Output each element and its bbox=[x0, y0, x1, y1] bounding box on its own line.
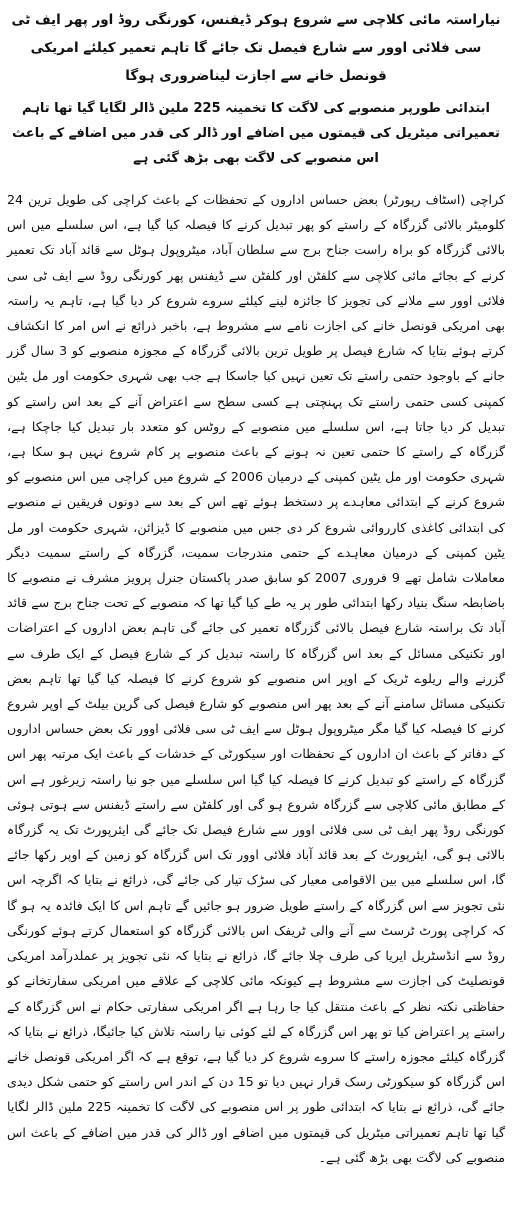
subheadline: ابتدائی طورپر منصوبے کی لاگت کا تخمینہ 225 ملین ڈالر لگایا گیا تھا تاہم تعمیراتی میٹریل کی قیمتوں میں اضافے اور ڈالر کی قدر میں اضافے کے باعث اس منصوبے کی لاگت بھی بڑھ گئی ہے bbox=[12, 101, 500, 166]
article-body: کراچی (اسٹاف رپورٹر) بعض حساس اداروں کے تحفظات کے باعث کراچی کی طویل ترین 24 کلومیٹر بالائی گزرگاہ کے راستے کو پھر تبدیل کرنے کا فیصلہ کیا گیا ہے، اس سلسلے میں اس بالائی گزرگاہ کو براہ راست جناح برج سے سلطان آباد، میٹروپول ہوٹل سے قائد آباد تک تعمیر کرنے کے بجائے مائی کلاچی سے کلفٹن اور کلفٹن سے ڈیفنس پھر کورنگی روڈ سے ایف ٹی سی فلائی اوور سے ملانے کی تجویز کا جائزہ لینے کیلئے سروے شروع کر دیا گیا ہے، تاہم یہ راستہ بھی امریکی قونصل خانے کی اجازت نامے سے مشروط ہے، باخبر ذرائع نے اس امر کا انکشاف کرتے ہوئے بتایا کہ شارع فیصل پر طویل ترین بالائی گزرگاہ کے مجوزہ منصوبے کو 3 سال گزر جانے کے باوجود حتمی راستے تک تعین نہیں کیا جاسکا ہے جب بھی شہری حکومت اور مل یٹین کمپنی کسی حتمی راستے تک پہنچتی ہے کسی سطح سے اعتراض آنے کے بعد اس راستے کو تبدیل کر دیا جاتا ہے، اس سلسلے میں منصوبے کے روٹس کو متعدد بار تبدیل کیا جاچکا ہے، گزرگاہ کے راستے کا حتمی تعین نہ ہونے کے باعث منصوبے پر کام شروع نہیں ہو سکا ہے، شہری حکومت اور مل یٹین کمپنی کے درمیان 2006 کے شروع میں کراچی میں اس منصوبے کو شروع کرنے کے ابتدائی معاہدے پر دستخط ہوئے تھے اس کے بعد سے دونوں فریقین نے منصوبے کی ابتدائی کاغذی کارروائی شروع کر دی جس میں منصوبے کا ڈیزائن، شہری حکومت اور مل یٹین کمپنی کے درمیان معاہدے کے حتمی مندرجات سمیت، گزرگاہ کے راستے سمیت دیگر معاملات شامل تھے 9 فروری 2007 کو سابق صدر پاکستان جنرل پرویز مشرف نے منصوبے کا باضابطہ سنگ بنیاد رکھا ابتدائی طور پر یہ طے کیا گیا تھا کہ منصوبے کے تحت جناح برج سے قائد آباد تک براستہ شارع فیصل بالائی گزرگاہ تعمیر کی جائے گی تاہم بعض اداروں کے اعتراضات اور تکنیکی مسائل کے بعد اس گزرگاہ کا راستہ تبدیل کر کے شارع فیصل کے ایک طرف سے گزرنے والے ریلوے ٹریک کے اوپر اس منصوبے کو شروع کرنے کا فیصلہ کیا گیا تھا تاہم بعض تکنیکی مسائل سامنے آنے کے بعد پھر اس منصوبے کو شارع فیصل کی گرین بیلٹ کے اوپر شروع کرنے کا فیصلہ کیا گیا مگر میٹروپول ہوٹل سے ایف ٹی سی فلائی اوور تک بعض حساس اداروں کے دفاتر کے باعث ان اداروں کے تحفظات اور سیکورٹی کے خدشات کے باعث ایک مرتبہ پھر اس گزرگاہ کے راستے کو تبدیل کرنے کا فیصلہ کیا گیا اس سلسلے میں جو نیا راستہ زیرغور ہے اس کے مطابق مائی کلاچی سے گزرگاہ شروع ہو گی اور کلفٹن سے راستے ڈیفنس سے ہوتی ہوئی کورنگی روڈ پھر ایف ٹی سی فلائی اوور سے شارع فیصل تک جائے گی ایئرپورٹ تک یہ گزرگاہ بالائی ہو گی، ایئرپورٹ کے بعد قائد آباد فلائی اوور تک اس گزرگاہ کو زمین کے اوپر رکھا جائے گا، اس سلسلے میں بین الاقوامی معیار کی سڑک تیار کی جائے گی، ذرائع نے بتایا کہ اگرچہ اس نئی تجویز سے اس گزرگاہ کے راستے طویل ضرور ہو جائیں گے تاہم اس کا ایک فائدہ یہ ہو گا کہ کراچی پورٹ ٹرسٹ سے آنے والی ٹریفک اس بالائی گزرگاہ کو استعمال کرتے ہوئے کورنگی روڈ سے انڈسٹریل ایریا کی طرف چلا جائے گا، ذرائع نے بتایا کہ نئی تجویز پر عملدرآمد امریکی قونصلیٹ کی اجازت سے مشروط ہے کیونکہ مائی کلاچی کے علاقے میں امریکی سفارتخانے کو حفاظتی نکتہ نظر کے باعث منتقل کیا جا رہا ہے اگر امریکی سفارتی حکام نے اس گزرگاہ کے راستے پر اعتراض کیا تو پھر اس گزرگاہ کے لئے کوئی نیا راستہ تلاش کیا جائیگا، ذرائع نے بتایا کہ گزرگاہ کیلئے مجوزہ راستے کا سروے شروع کر دیا گیا ہے، توقع ہے کہ اگر امریکی قونصل خانے اس گزرگاہ کو سیکورٹی رسک قرار نہیں دیا تو 15 دن کے اندر اس راستے کو حتمی شکل دیدی جائے گی، ذرائع نے بتایا کہ ابتدائی طور پر اس منصوبے کی لاگت کا تخمینہ 225 ملین ڈالر لگایا گیا تھا تاہم تعمیراتی میٹریل کی قیمتوں میں اضافے اور ڈالر کی قدر میں اضافے کے باعث اس منصوبے کی لاگت بھی بڑھ گئی ہے۔ bbox=[7, 192, 505, 1165]
headline: نیاراستہ مائی کلاچی سے شروع ہوکر ڈیفنس، کورنگی روڈ اور پھر ایف ٹی سی فلائی اوور سے شارع فیصل تک جائے گا تاہم تعمیر کیلئے امریکی قونصل خانے سے اجازت لیناضروری ہوگا bbox=[11, 12, 501, 84]
